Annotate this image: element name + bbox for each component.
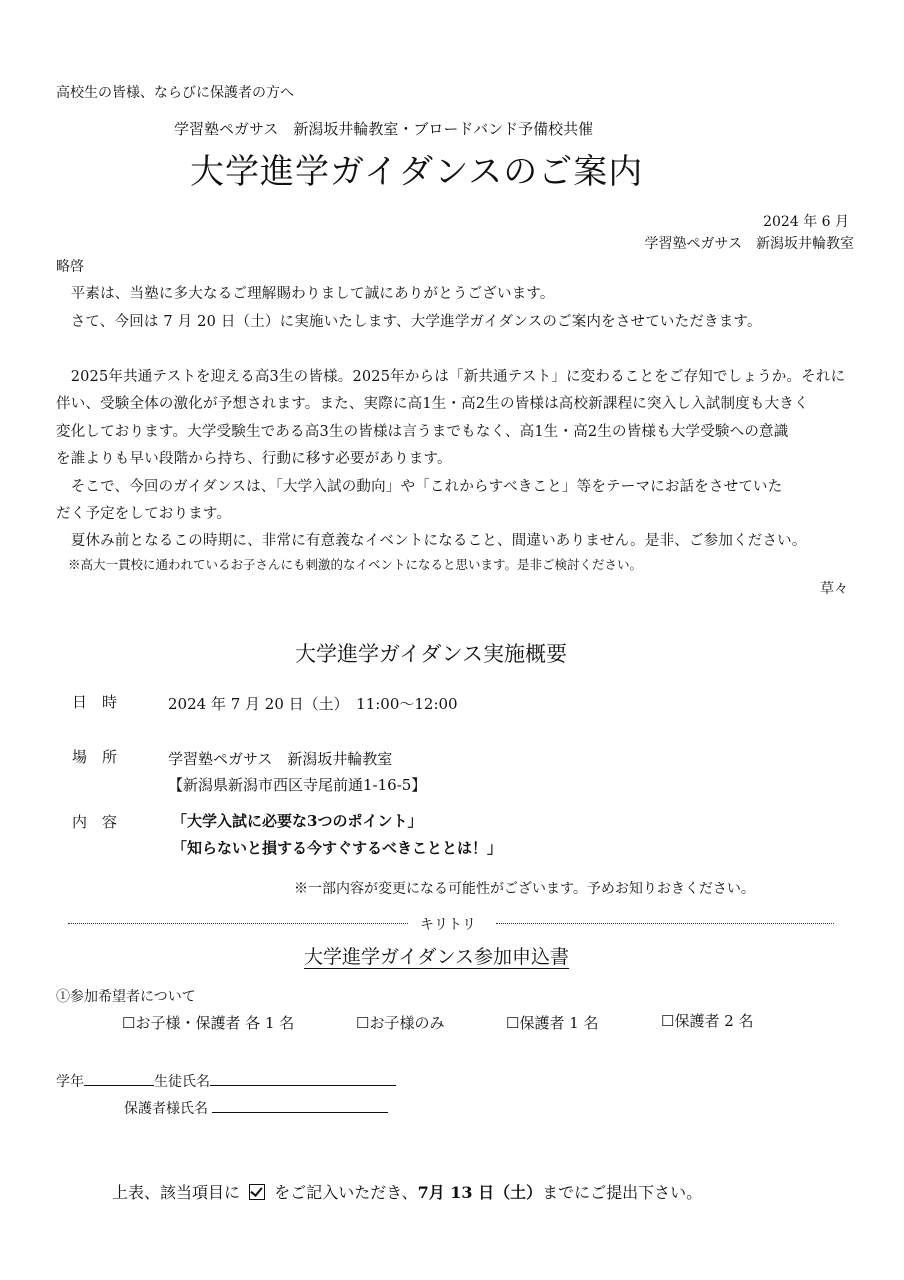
addressee: 高校生の皆様、ならびに保護者の方へ <box>56 85 294 101</box>
guardian-row <box>124 1098 388 1118</box>
letter-line: さて、今回は 7 月 20 日（土）に実施いたします、大学進学ガイダンスのご案内をさせていただきます。 <box>56 314 762 330</box>
content-item: 「知らないと損する今すぐするべきこととは！」 <box>172 839 503 857</box>
cut-line-right <box>496 923 834 924</box>
option-two-guardians[interactable]: ☐保護者 2 名 <box>661 1012 754 1030</box>
change-notice: ※一部内容が変更になる可能性がございます。予めお知りおきください。 <box>294 881 755 897</box>
instruction-text: 上表、該当項目に <box>112 1183 241 1202</box>
student-name-field[interactable] <box>210 1071 396 1086</box>
content-item: 「大学入試に必要な3つのポイント」 <box>172 812 423 830</box>
document-title: 大学進学ガイダンスのご案内 <box>190 152 644 192</box>
letter-line: そこで、今回のガイダンスは、「大学入試の動向」や「これからすべきこと」等をテーマにお話をさせていた <box>56 479 783 495</box>
grade-row <box>56 1071 396 1091</box>
guardian-name-field[interactable] <box>212 1098 388 1113</box>
letter-line: だく予定をしております。 <box>56 506 232 522</box>
form-section-label: ①参加希望者について <box>56 989 196 1005</box>
letter-line: 夏休み前となるこの時期に、非常に有意義なイベントになること、間違いありません。是非、ご参加ください。 <box>56 533 807 549</box>
form-title: 大学進学ガイダンス参加申込書 <box>304 946 570 968</box>
option-child-only[interactable]: ☐お子様のみ <box>356 1014 445 1032</box>
place-line: 学習塾ペガサス 新潟坂井輪教室 <box>168 750 393 768</box>
option-child-and-guardian[interactable]: ☐お子様・保護者 各 1 名 <box>122 1014 295 1032</box>
sender: 学習塾ペガサス 新潟坂井輪教室 <box>644 236 854 252</box>
letter-line: 伴い、受験全体の激化が予想されます。また、実際に高1生・高2生の皆様は高校新課程に突入し入試制度も大きく <box>56 396 809 412</box>
organizer-line: 学習塾ペガサス 新潟坂井輪教室・ブロードバンド予備校共催 <box>174 120 594 138</box>
place-label: 場 所 <box>72 748 118 766</box>
letter-line: 変化しております。大学受験生である高3生の皆様は言うまでもなく、高1生・高2生の皆様も大学受験への意識 <box>56 424 789 440</box>
letter-closing: 草々 <box>820 581 848 597</box>
grade-label: 学年 <box>56 1074 84 1090</box>
datetime-value: 2024 年 7 月 20 日（土） 11:00〜12:00 <box>168 695 458 713</box>
letter-line: 平素は、当塾に多大なるご理解賜わりまして誠にありがとうございます。 <box>56 286 555 302</box>
grade-field[interactable] <box>84 1071 154 1086</box>
letter-line: 2025年共通テストを迎える高3生の皆様。2025年からは「新共通テスト」に変わることをご存知でしょうか。それに <box>56 369 846 385</box>
submission-instruction <box>112 1180 702 1203</box>
instruction-text: までにご提出下さい。 <box>542 1183 703 1202</box>
issue-date: 2024 年 6 月 <box>763 214 849 230</box>
cut-line-left <box>68 923 408 924</box>
overview-title: 大学進学ガイダンス実施概要 <box>295 642 567 666</box>
content-label: 内 容 <box>72 813 118 831</box>
student-name-label: 生徒氏名 <box>154 1074 210 1090</box>
instruction-text: をご記入いただき、 <box>274 1183 418 1202</box>
letter-note: ※高大一貫校に通われているお子さんにも刺激的なイベントになると思います。是非ご検討ください。 <box>68 557 643 572</box>
datetime-label: 日 時 <box>72 693 118 711</box>
cut-label: キリトリ <box>420 917 476 933</box>
checkmark-icon <box>249 1184 265 1200</box>
letter-opening: 略啓 <box>56 259 84 275</box>
guardian-name-label: 保護者様氏名 <box>124 1101 208 1117</box>
deadline: 7月 13 日（土） <box>417 1183 543 1202</box>
option-one-guardian[interactable]: ☐保護者 1 名 <box>506 1014 599 1032</box>
letter-line: を誰よりも早い段階から持ち、行動に移す必要があります。 <box>56 451 452 467</box>
place-address: 【新潟県新潟市西区寺尾前通1-16-5】 <box>168 776 427 794</box>
